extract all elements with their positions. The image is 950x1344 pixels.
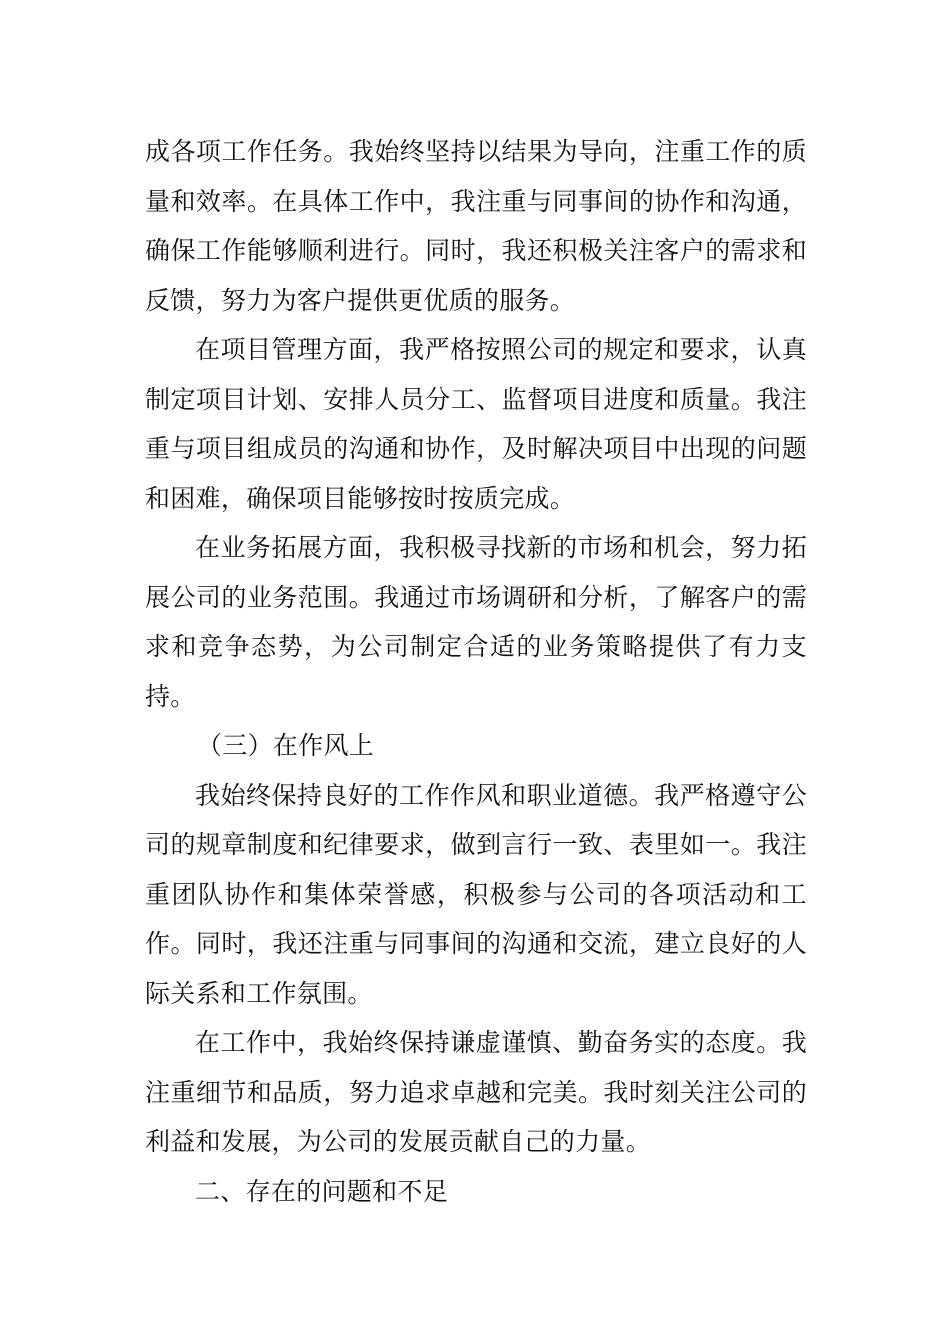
paragraph-work-continuation: 成各项工作任务。我始终坚持以结果为导向，注重工作的质量和效率。在具体工作中，我注重与同事间的协作和沟通，确保工作能够顺利进行。同时，我还积极关注客户的需求和反馈，努力为客户提供更优质的服务。 xyxy=(145,137,807,315)
section-heading-problems: 二、存在的问题和不足 xyxy=(195,1176,449,1206)
document-body xyxy=(145,127,807,1216)
section-subheading-work-style: （三）在作风上 xyxy=(197,731,375,760)
paragraph-business-expansion: 在业务拓展方面，我积极寻找新的市场和机会，努力拓展公司的业务范围。我通过市场调研和分析，了解客户的需求和竞争态势，为公司制定合适的业务策略提供了有力支持。 xyxy=(145,533,807,711)
paragraph-work-style: 我始终保持良好的工作作风和职业道德。我严格遵守公司的规章制度和纪律要求，做到言行一致、表里如一。我注重团队协作和集体荣誉感，积极参与公司的各项活动和工作。同时，我还注重与同事间的沟通和交流，建立良好的人际关系和工作氛围。 xyxy=(145,780,807,1008)
paragraph-work-attitude: 在工作中，我始终保持谦虚谨慎、勤奋务实的态度。我注重细节和品质，努力追求卓越和完美。我时刻关注公司的利益和发展，为公司的发展贡献自己的力量。 xyxy=(145,1028,807,1156)
paragraph-project-management: 在项目管理方面，我严格按照公司的规定和要求，认真制定项目计划、安排人员分工、监督项目进度和质量。我注重与项目组成员的沟通和协作，及时解决项目中出现的问题和困难，确保项目能够按时按质完成。 xyxy=(145,335,807,513)
